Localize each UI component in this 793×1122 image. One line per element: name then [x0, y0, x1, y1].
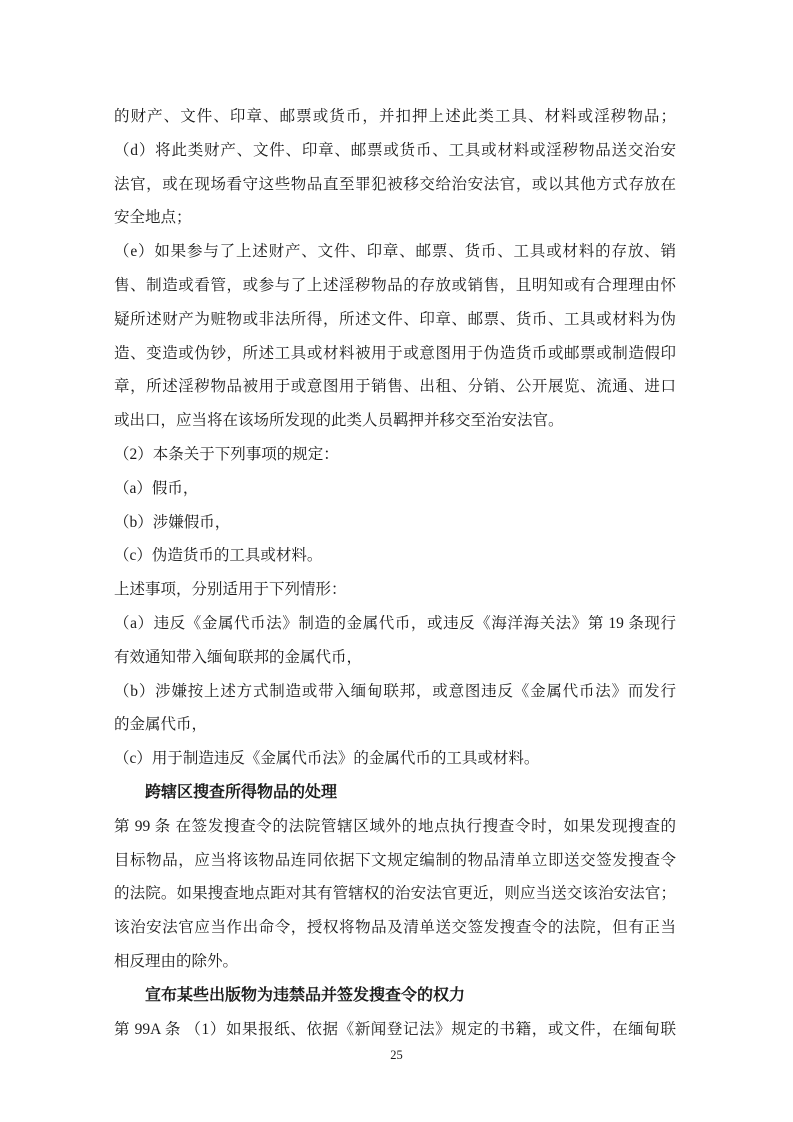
text-line: 相反理由的除外。	[114, 952, 239, 970]
text-line: （a）违反《金属代币法》制造的金属代币，或违反《海洋海关法》第 19 条现行	[114, 614, 676, 632]
text-line: 第 99 条 在签发搜查令的法院管辖区域外的地点执行搜查令时，如果发现搜查的	[114, 817, 676, 835]
text-line: （2）本条关于下列事项的规定：	[114, 445, 339, 463]
text-line: 法官，或在现场看守这些物品直至罪犯被移交给治安法官，或以其他方式存放在	[114, 175, 676, 193]
text-line: 的法院。如果搜查地点距对其有管辖权的治安法官更近，则应当送交该治安法官；	[114, 885, 676, 903]
text-line: 疑所述财产为赃物或非法所得，所述文件、印章、邮票、货币、工具或材料为伪	[114, 310, 676, 328]
text-line: 或出口，应当将在该场所发现的此类人员羁押并移交至治安法官。	[114, 412, 564, 430]
text-line: 的财产、文件、印章、邮票或货币，并扣押上述此类工具、材料或淫秽物品；	[114, 108, 676, 125]
text-line: （c）伪造货币的工具或材料。	[114, 547, 323, 565]
text-line: 有效通知带入缅甸联邦的金属代币，	[114, 648, 363, 666]
text-line: 上述事项，分别适用于下列情形：	[114, 581, 347, 599]
text-line: 第 99A 条 （1）如果报纸、依据《新闻登记法》规定的书籍，或文件，在缅甸联	[114, 1020, 676, 1038]
text-line: （d）将此类财产、文件、印章、邮票或货币、工具或材料或淫秽物品送交治安	[114, 141, 676, 159]
text-line: （a）假币，	[114, 479, 199, 497]
text-line: （b）涉嫌按上述方式制造或带入缅甸联邦，或意图违反《金属代币法》而发行	[114, 682, 676, 700]
section-heading-cross-jurisdiction-items: 跨辖区搜查所得物品的处理	[145, 783, 338, 801]
text-line: （b）涉嫌假币，	[114, 513, 231, 531]
text-line: 章，所述淫秽物品被用于或意图用于销售、出租、分销、公开展览、流通、进口	[114, 378, 676, 396]
document-body	[114, 100, 676, 1046]
text-line: 售、制造或看管，或参与了上述淫秽物品的存放或销售，且明知或有合理理由怀	[114, 276, 676, 294]
text-line: 安全地点；	[114, 209, 192, 227]
text-line: （c）用于制造违反《金属代币法》的金属代币的工具或材料。	[114, 750, 540, 768]
page-number: 25	[390, 1048, 403, 1062]
text-line: 造、变造或伪钞，所述工具或材料被用于或意图用于伪造货币或邮票或制造假印	[114, 344, 676, 362]
text-line: 目标物品，应当将该物品连同依据下文规定编制的物品清单立即送交签发搜查令	[114, 851, 676, 869]
section-heading-prohibited-publications: 宣布某些出版物为违禁品并签发搜查令的权力	[145, 986, 466, 1004]
text-line: （e）如果参与了上述财产、文件、印章、邮票、货币、工具或材料的存放、销	[114, 243, 676, 261]
text-line: 的金属代币，	[114, 716, 208, 734]
text-line: 该治安法官应当作出命令，授权将物品及清单送交签发搜查令的法院，但有正当	[114, 919, 676, 937]
